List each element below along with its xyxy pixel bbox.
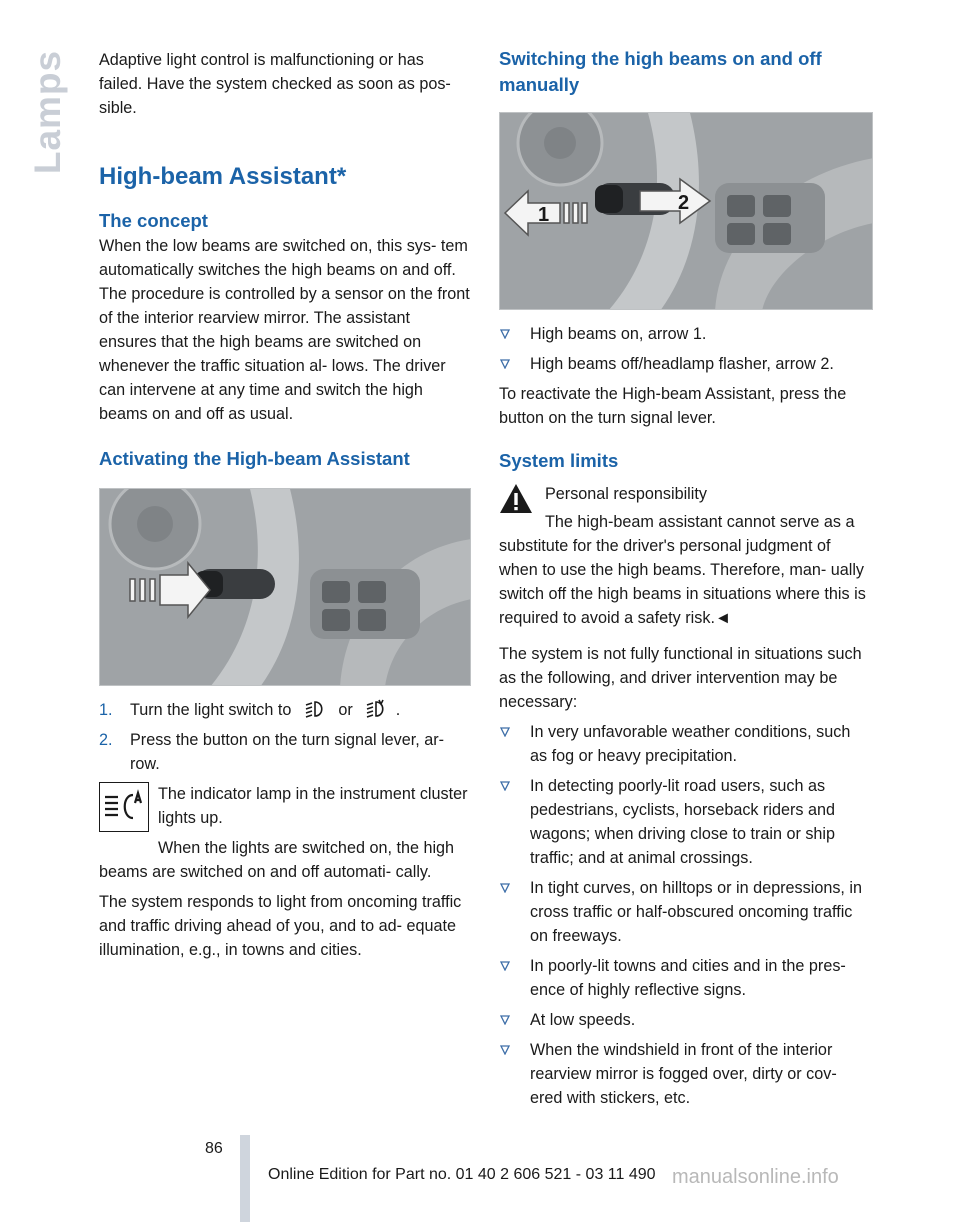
bullet-text: In detecting poorly-lit road users, such as pedestrians, cyclists, horseback riders and wagons; when driving close to train or ship traffic; and at animal crossings. [530,777,836,867]
section-heading-high-beam-assistant: High-beam Assistant* [99,163,347,190]
bullet-triangle-icon [500,352,510,369]
arrow-1-label: 1 [538,204,550,226]
intro-paragraph: Adaptive light control is malfunctioning or has failed. Have the system checked as soon as pos- sible. [99,51,451,117]
arrow-2-label: 2 [678,192,690,214]
list-item [499,1008,871,1032]
side-tab-label: Lamps [27,49,68,175]
bullet-text: In very unfavorable weather conditions, such as fog or heavy precipitation. [530,723,851,765]
list-item [499,876,871,948]
bullet-triangle-icon [500,1038,510,1055]
watermark: manualsonline.info [672,1166,839,1188]
manual-heading: Switching the high beams on and off manually [499,48,822,95]
bullet-text: High beams on, arrow 1. [530,325,707,343]
list-item [499,352,871,376]
left-column [99,40,471,962]
bullet-triangle-icon [500,876,510,893]
side-tab [22,40,72,180]
step-1 [99,698,471,722]
bullet-text: High beams off/headlamp flasher, arrow 2. [530,355,834,373]
bullet-text: When the windshield in front of the interior rearview mirror is fogged over, dirty or cov- ered with stickers, etc. [530,1041,837,1107]
system-limits-heading: System limits [499,450,619,471]
lights-switched-paragraph: When the lights are switched on, the high beams are switched on and off automati- cally. [99,839,455,881]
bullet-triangle-icon [500,954,510,971]
warning-triangle-icon [499,482,533,516]
steering-wheel-illustration-manual [500,113,873,310]
low-beam-light-icon [304,699,326,719]
concept-paragraph: When the low beams are switched on, this sys- tem automatically switches the high beams on and off. The procedure is controlled by a sensor on the front of the interior rearview mirror. The assistant ensures that the high beams are switched on whenever the traffic situation al- lows. The driver can intervene at any time and switch the high beams on and off as usual. [99,237,470,423]
step-1-number: 1. [99,701,113,719]
edition-text: Online Edition for Part no. 01 40 2 606 521 - 03 11 490 [268,1166,656,1183]
bullet-text: In poorly-lit towns and cities and in the pres- ence of highly reflective signs. [530,957,846,999]
step-2 [99,728,471,776]
step-1-or: or [338,701,353,719]
list-item [499,720,871,768]
page-number: 86 [205,1140,223,1157]
not-functional-paragraph: The system is not fully functional in situations such as the following, and driver intervention may be necessary: [499,645,862,711]
footer-bar [240,1135,250,1222]
warning-title: Personal responsibility [545,485,707,503]
list-item [499,322,871,346]
step-2-number: 2. [99,731,113,749]
limits-bullets [499,720,871,1110]
right-column [499,40,871,1110]
list-item [499,774,871,870]
bullet-triangle-icon [500,322,510,339]
indicator-text: The indicator lamp in the instrument cluster lights up. [158,785,468,827]
steering-wheel-illustration [100,489,471,686]
high-beam-assistant-indicator-icon [99,782,149,832]
bullet-triangle-icon [500,720,510,737]
responds-paragraph: The system responds to light from oncoming traffic and traffic driving ahead of you, and to ad- equate illumination, e.g., in towns and cities. [99,893,462,959]
reactivate-paragraph: To reactivate the High-beam Assistant, press the button on the turn signal lever. [499,385,847,427]
step-1-text: Turn the light switch to [130,701,292,719]
concept-heading: The concept [99,210,208,231]
list-item [499,1038,871,1110]
lever-photo-manual [499,112,873,310]
automatic-headlight-icon [365,699,387,719]
indicator-note [99,782,471,832]
bullet-triangle-icon [500,1008,510,1025]
list-item [499,954,871,1002]
bullet-text: At low speeds. [530,1011,636,1029]
manual-bullets [499,322,871,376]
lever-photo-activating [99,488,471,686]
activating-heading: Activating the High-beam Assistant [99,448,410,469]
warning-text: The high-beam assistant cannot serve as a substitute for the driver's personal judgment of when to use the high beams. Therefore, man- ually switch off the high beams in situations where this is required to avoid a safety risk.◄ [499,513,866,627]
bullet-triangle-icon [500,774,510,791]
step-1-end: . [395,701,401,719]
warning-note [499,482,871,630]
bullet-text: In tight curves, on hilltops or in depressions, in cross traffic or half-obscured oncoming traffic on freeways. [530,879,863,945]
step-2-text: Press the button on the turn signal lever, ar- row. [130,731,445,773]
